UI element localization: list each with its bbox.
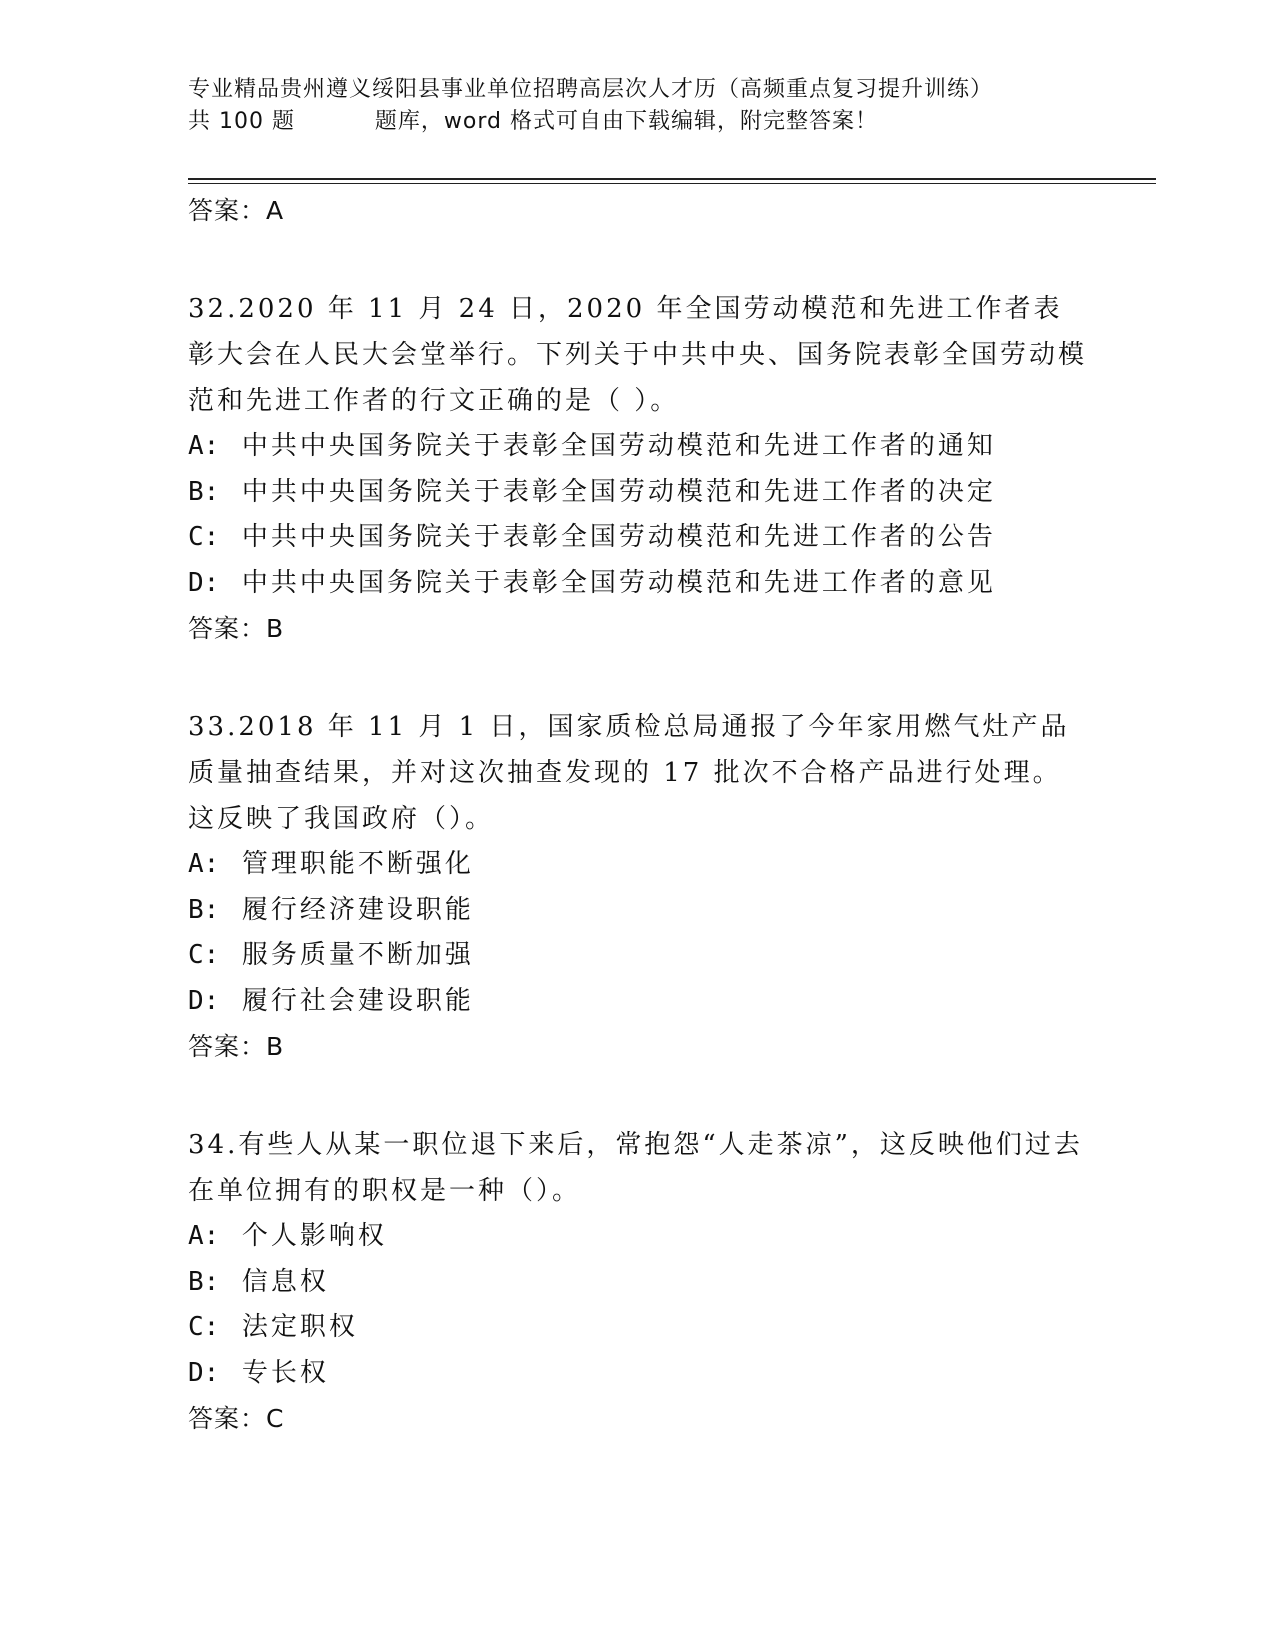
answer-line: 答案：A xyxy=(188,196,285,225)
answer-line: 答案：C xyxy=(188,1404,285,1433)
option-text: 法定职权 xyxy=(241,1312,358,1342)
header-divider-thin xyxy=(188,183,1156,184)
option-text: 中共中央国务院关于表彰全国劳动模范和先进工作者的通知 xyxy=(241,431,996,461)
page-header xyxy=(188,74,1088,138)
option-text: 履行社会建设职能 xyxy=(241,985,474,1016)
header-title-line: 专业精品贵州遵义绥阳县事业单位招聘高层次人才历（高频重点复习提升训练） xyxy=(188,77,994,102)
option-a xyxy=(188,842,1088,888)
option-c xyxy=(188,933,1088,979)
question-stem: 34.有些人从某一职位退下来后，常抱怨“人走茶凉”，这反映他们过去在单位拥有的职权是一种（）。 xyxy=(188,1130,1083,1206)
option-d xyxy=(188,561,1088,607)
option-letter: C: xyxy=(188,940,220,970)
option-d xyxy=(188,1351,1088,1397)
option-letter: B: xyxy=(188,1266,220,1297)
option-text: 信息权 xyxy=(241,1266,329,1297)
option-letter: C: xyxy=(188,522,220,552)
option-letter: A: xyxy=(188,849,220,879)
answer-line: 答案：B xyxy=(188,1032,285,1061)
option-text: 个人影响权 xyxy=(241,1221,387,1251)
option-letter: D: xyxy=(188,985,220,1016)
option-c xyxy=(188,1305,1088,1351)
option-letter: A: xyxy=(188,1221,220,1251)
option-text: 服务质量不断加强 xyxy=(241,940,474,970)
option-letter: A: xyxy=(188,431,220,461)
header-subtitle-line: 共 100 题 题库，word 格式可自由下载编辑，附完整答案！ xyxy=(188,109,878,134)
option-text: 中共中央国务院关于表彰全国劳动模范和先进工作者的公告 xyxy=(241,522,996,552)
option-letter: B: xyxy=(188,894,220,925)
option-b xyxy=(188,1260,1088,1306)
option-letter: D: xyxy=(188,1357,220,1388)
option-b xyxy=(188,888,1088,934)
option-letter: B: xyxy=(188,476,220,507)
option-text: 专长权 xyxy=(241,1357,329,1388)
option-letter: C: xyxy=(188,1312,220,1342)
option-text: 管理职能不断强化 xyxy=(241,849,474,879)
question-block xyxy=(188,704,1088,1070)
answer-line: 答案：B xyxy=(188,614,285,643)
option-a xyxy=(188,1214,1088,1260)
option-b xyxy=(188,470,1088,516)
option-text: 中共中央国务院关于表彰全国劳动模范和先进工作者的意见 xyxy=(241,567,996,598)
option-text: 中共中央国务院关于表彰全国劳动模范和先进工作者的决定 xyxy=(241,476,996,507)
question-block xyxy=(188,286,1088,652)
option-d xyxy=(188,979,1088,1025)
document-body xyxy=(188,188,1088,1442)
question-block xyxy=(188,1122,1088,1442)
header-divider-thick xyxy=(188,178,1156,180)
question-stem: 32.2020 年 11 月 24 日，2020 年全国劳动模范和先进工作者表彰大会在人民大会堂举行。下列关于中共中央、国务院表彰全国劳动模范和先进工作者的行文正确的是（ ）。 xyxy=(188,294,1088,416)
option-a xyxy=(188,424,1088,470)
option-c xyxy=(188,515,1088,561)
question-stem: 33.2018 年 11 月 1 日，国家质检总局通报了今年家用燃气灶产品质量抽查结果，并对这次抽查发现的 17 批次不合格产品进行处理。这反映了我国政府（）。 xyxy=(188,712,1070,834)
option-text: 履行经济建设职能 xyxy=(241,894,474,925)
option-letter: D: xyxy=(188,567,220,598)
